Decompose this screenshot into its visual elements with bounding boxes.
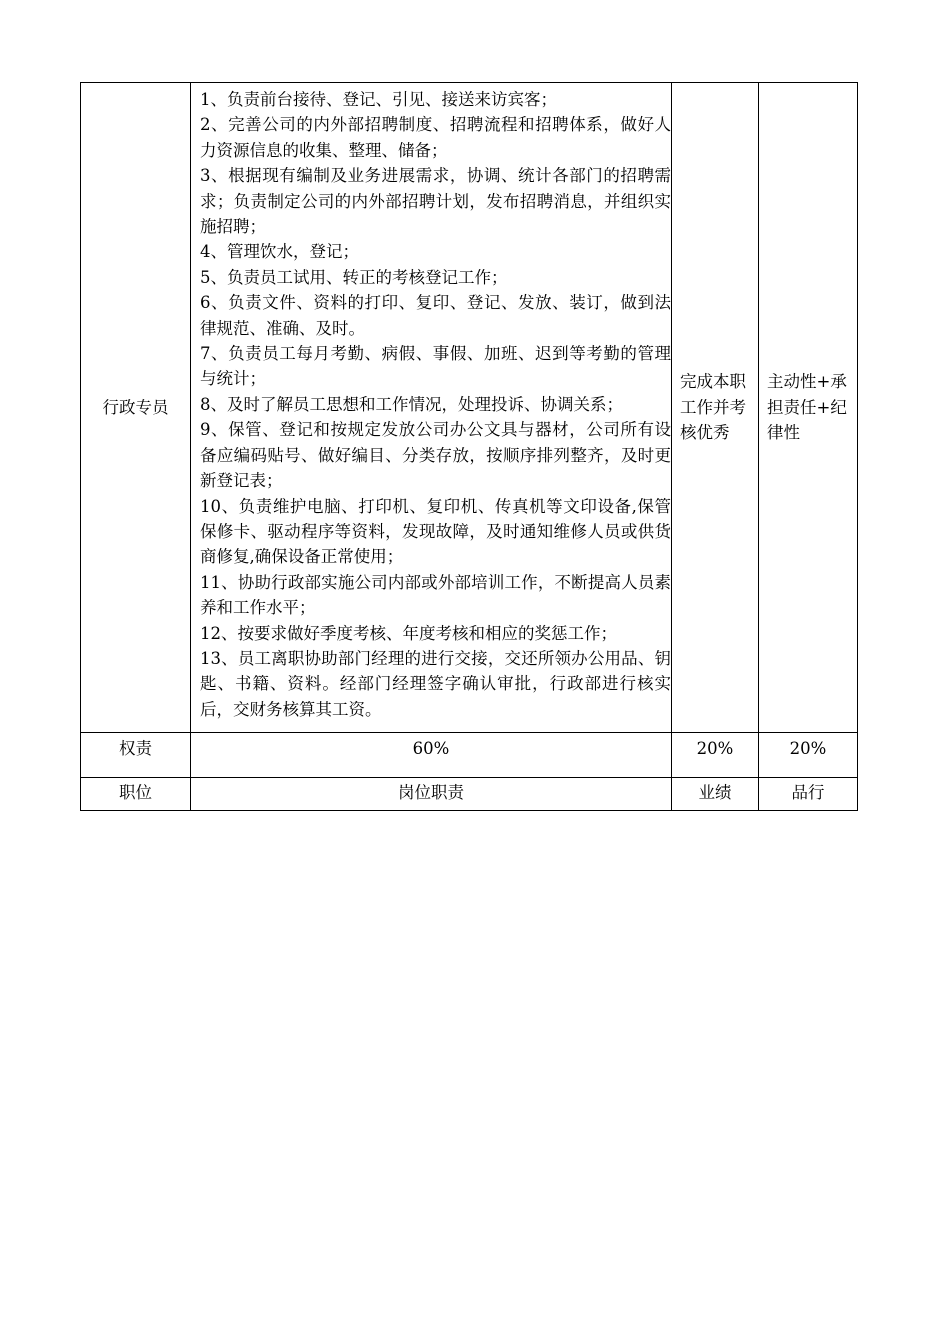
duty-item: 1、负责前台接待、登记、引见、接送来访宾客； [200,90,557,109]
table-row-header [81,778,858,811]
duty-item: 7、负责员工每月考勤、病假、事假、加班、迟到等考勤的管理与统计； [200,344,671,389]
table-row-admin-specialist [81,83,858,733]
header-duties: 岗位职责 [191,778,672,811]
duty-item: 12、按要求做好季度考核、年度考核和相应的奖惩工作； [200,623,617,643]
header-performance: 业绩 [672,778,759,811]
duty-item: 3、根据现有编制及业务进展需求，协调、统计各部门的招聘需求；负责制定公司的内外部招聘计划，发布招聘消息，并组织实施招聘； [200,166,671,237]
performance-weight: 20% [672,733,759,778]
duty-item: 2、完善公司的内外部招聘制度、招聘流程和招聘体系，做好人力资源信息的收集、整理、储备； [200,115,671,160]
duty-item: 11、协助行政部实施公司内部或外部培训工作，不断提高人员素养和工作水平； [200,572,671,618]
position-cell: 行政专员 [81,83,191,733]
duty-item: 8、及时了解员工思想和工作情况，处理投诉、协调关系； [200,394,623,414]
performance-cell: 完成本职工作并考核优秀 [672,83,759,733]
table-row-weight [81,733,858,778]
duty-item: 10、负责维护电脑、打印机、复印机、传真机等文印设备,保管保修卡、驱动程序等资料，发现故障，及时通知维修人员或供货商修复,确保设备正常使用； [200,496,671,567]
duties-cell [191,83,672,733]
conduct-weight: 20% [759,733,858,778]
duties-list [200,87,671,722]
duty-item: 13、员工离职协助部门经理的进行交接，交还所领办公用品、钥匙、书籍、资料。经部门经理签字确认审批，行政部进行核实后，交财务核算其工资。 [200,648,671,719]
header-conduct: 品行 [759,778,858,811]
duty-item: 6、负责文件、资料的打印、复印、登记、发放、装订，做到法律规范、准确、及时。 [200,293,671,338]
weight-label: 权责 [81,733,191,778]
conduct-cell: 主动性+承担责任+纪律性 [759,83,858,733]
duty-item: 4、管理饮水，登记； [200,242,359,262]
duty-item: 5、负责员工试用、转正的考核登记工作； [200,267,508,287]
duties-weight: 60% [191,733,672,778]
header-position: 职位 [81,778,191,811]
job-responsibility-table [80,82,858,811]
duty-item: 9、保管、登记和按规定发放公司办公文具与器材，公司所有设备应编码贴号、做好编目、分类存放，按顺序排列整齐，及时更新登记表； [200,420,671,491]
